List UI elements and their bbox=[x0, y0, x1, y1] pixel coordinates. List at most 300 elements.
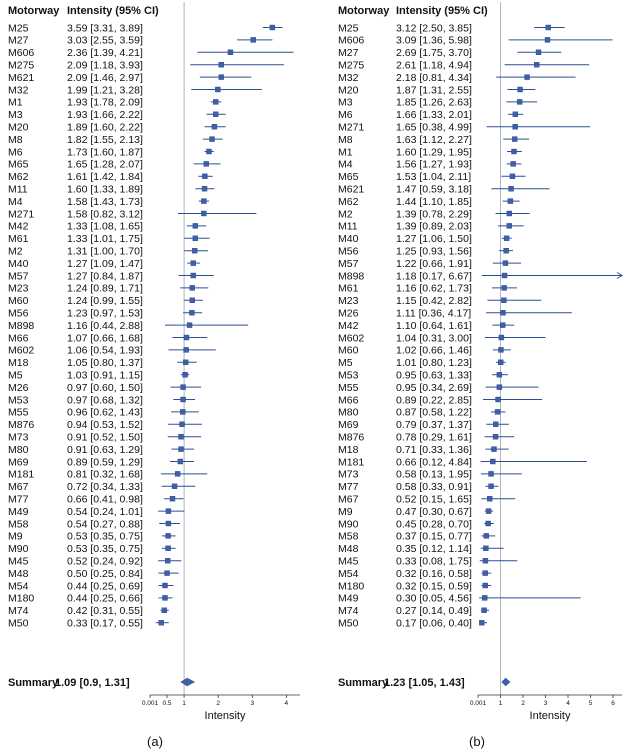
panel-a-row-name: M61 bbox=[8, 233, 29, 246]
panel-a-row-ci-label: 1.58 [1.43, 1.73] bbox=[67, 195, 143, 208]
panel-b-point-marker bbox=[495, 409, 500, 414]
panel-b-row-name: M66 bbox=[338, 394, 359, 407]
panel-b-row-name: M27 bbox=[338, 47, 359, 60]
panel-a-point-marker bbox=[213, 112, 218, 117]
panel-a-point-marker bbox=[165, 571, 170, 576]
panel-b-row-name: M3 bbox=[338, 96, 353, 109]
panel-b-row-name: M602 bbox=[338, 332, 365, 345]
panel-a-row-ci-label: 1.58 [0.82, 3.12] bbox=[67, 208, 143, 221]
panel-a-row-name: M26 bbox=[8, 381, 29, 394]
panel-b-point-marker bbox=[483, 558, 488, 563]
panel-a-row-ci-label: 0.53 [0.35, 0.75] bbox=[67, 530, 143, 543]
panel-b-row-name: M56 bbox=[338, 245, 359, 258]
panel-a-row-name: M48 bbox=[8, 567, 29, 580]
panel-a-row-name: M45 bbox=[8, 555, 29, 568]
panel-b-row-name: M55 bbox=[338, 381, 359, 394]
panel-a-point-marker bbox=[162, 608, 167, 613]
panel-a-point-marker bbox=[181, 385, 186, 390]
panel-b-row-name: M275 bbox=[338, 59, 365, 72]
panel-b-row-ci-label: 0.95 [0.34, 2.69] bbox=[396, 381, 472, 394]
panel-b-point-marker bbox=[483, 571, 488, 576]
panel-a-row-ci-label: 1.27 [0.84, 1.87] bbox=[67, 270, 143, 283]
panel-b-row-name: M32 bbox=[338, 71, 359, 84]
panel-a-x-tick-label: 0.001 bbox=[141, 700, 159, 707]
panel-b-point-marker bbox=[510, 174, 515, 179]
panel-a-point-marker bbox=[183, 360, 188, 365]
panel-b-row-name: M8 bbox=[338, 133, 353, 146]
panel-a-point-marker bbox=[170, 496, 175, 501]
panel-a-row-name: M62 bbox=[8, 171, 29, 184]
panel-b-row-ci-label: 1.10 [0.64, 1.61] bbox=[396, 319, 472, 332]
panel-a-row-ci-label: 2.36 [1.39, 4.21] bbox=[67, 47, 143, 60]
panel-a-row-ci-label: 1.27 [1.09, 1.47] bbox=[67, 257, 143, 270]
panel-b-row-ci-label: 0.78 [0.29, 1.61] bbox=[396, 431, 472, 444]
panel-a-row-name: M57 bbox=[8, 270, 29, 283]
panel-b-row-name: M6 bbox=[338, 109, 353, 122]
panel-b-row-name: M90 bbox=[338, 518, 359, 531]
panel-a-point-marker bbox=[190, 285, 195, 290]
panel-a-row-ci-label: 0.42 [0.31, 0.55] bbox=[67, 605, 143, 618]
panel-a-row-ci-label: 1.99 [1.21, 3.28] bbox=[67, 84, 143, 97]
panel-a-row-name: M74 bbox=[8, 605, 29, 618]
panel-a-row-name: M55 bbox=[8, 406, 29, 419]
panel-b-row-ci-label: 2.69 [1.75, 3.70] bbox=[396, 47, 472, 60]
panel-a-row-ci-label: 1.24 [0.89, 1.71] bbox=[67, 282, 143, 295]
panel-a-row-name: M606 bbox=[8, 47, 35, 60]
panel-b-row-ci-label: 0.35 [0.12, 1.14] bbox=[396, 543, 472, 556]
panel-b-row-name: M25 bbox=[338, 22, 359, 35]
panel-b-row-name: M58 bbox=[338, 530, 359, 543]
panel-b-point-marker bbox=[513, 112, 518, 117]
panel-b-row-ci-label: 1.53 [1.04, 2.11] bbox=[396, 171, 472, 184]
panel-b-point-marker bbox=[507, 211, 512, 216]
panel-a-point-marker bbox=[163, 595, 168, 600]
panel-a-row-name: M8 bbox=[8, 133, 23, 146]
panel-a-row-ci-label: 0.96 [0.62, 1.43] bbox=[67, 406, 143, 419]
panel-b-row-name: M23 bbox=[338, 295, 359, 308]
panel-b-point-marker bbox=[498, 347, 503, 352]
panel-b-row-name: M60 bbox=[338, 344, 359, 357]
panel-a-point-marker bbox=[219, 62, 224, 67]
panel-b-row-ci-label: 1.25 [0.93, 1.56] bbox=[396, 245, 472, 258]
panel-b-row-name: M53 bbox=[338, 369, 359, 382]
panel-a-row-name: M5 bbox=[8, 369, 23, 382]
panel-b-point-marker bbox=[493, 422, 498, 427]
panel-a-point-marker bbox=[251, 37, 256, 42]
panel-b-row-name: M621 bbox=[338, 183, 365, 196]
panel-b-row-ci-label: 0.37 [0.15, 0.77] bbox=[396, 530, 472, 543]
panel-b-row-name: M1 bbox=[338, 146, 353, 159]
panel-a-row-name: M6 bbox=[8, 146, 23, 159]
panel-b-row-ci-label: 0.71 [0.33, 1.36] bbox=[396, 443, 472, 456]
panel-b-point-marker bbox=[502, 285, 507, 290]
panel-a-row-ci-label: 0.52 [0.24, 0.92] bbox=[67, 555, 143, 568]
panel-a-row-name: M9 bbox=[8, 530, 23, 543]
panel-a-row-ci-label: 0.54 [0.24, 1.01] bbox=[67, 505, 143, 518]
panel-a-row-ci-label: 1.23 [0.97, 1.53] bbox=[67, 307, 143, 320]
panel-a-row-name: M42 bbox=[8, 220, 29, 233]
panel-b-row-ci-label: 1.39 [0.89, 2.03] bbox=[396, 220, 472, 233]
panel-b-point-marker bbox=[509, 186, 514, 191]
panel-b-summary-label: 1.23 [1.05, 1.43] bbox=[384, 677, 465, 689]
panel-b-row-name: M181 bbox=[338, 456, 365, 469]
panel-b-row-ci-label: 1.63 [1.12, 2.27] bbox=[396, 133, 472, 146]
panel-a-row-name: M4 bbox=[8, 195, 23, 208]
panel-b-header-motorway: Motorway bbox=[338, 5, 390, 17]
panel-b-point-marker bbox=[518, 87, 523, 92]
panel-a-row-name: M275 bbox=[8, 59, 35, 72]
panel-b-header-intensity: Intensity (95% CI) bbox=[396, 5, 488, 17]
panel-b-row-name: M18 bbox=[338, 443, 359, 456]
panel-a-row-ci-label: 1.93 [1.78, 2.09] bbox=[67, 96, 143, 109]
panel-b-point-marker bbox=[507, 223, 512, 228]
panel-b-row-name: M2 bbox=[338, 208, 353, 221]
panel-b-point-marker bbox=[508, 199, 513, 204]
panel-b-x-tick-label: 4 bbox=[566, 700, 570, 707]
panel-a-row-name: M23 bbox=[8, 282, 29, 295]
panel-b-point-marker bbox=[486, 509, 491, 514]
panel-b-row-ci-label: 0.58 [0.13, 1.95] bbox=[396, 468, 472, 481]
panel-a-row-name: M27 bbox=[8, 34, 29, 47]
panel-b-row-ci-label: 0.89 [0.22, 2.85] bbox=[396, 394, 472, 407]
panel-b-row-name: M9 bbox=[338, 505, 353, 518]
panel-a-row-name: M50 bbox=[8, 617, 29, 630]
panel-b-x-tick-label: 2 bbox=[521, 700, 525, 707]
panel-b-row-name: M69 bbox=[338, 419, 359, 432]
panel-a-row-ci-label: 0.94 [0.53, 1.52] bbox=[67, 419, 143, 432]
panel-a-point-marker bbox=[202, 174, 207, 179]
panel-a-x-axis-label: Intensity bbox=[204, 710, 246, 722]
panel-b-point-marker bbox=[482, 608, 487, 613]
panel-b-point-marker bbox=[489, 484, 494, 489]
panel-a-point-marker bbox=[159, 620, 164, 625]
panel-b-row-ci-label: 1.27 [1.06, 1.50] bbox=[396, 233, 472, 246]
panel-b-point-marker bbox=[504, 248, 509, 253]
panel-a-row-ci-label: 0.97 [0.68, 1.32] bbox=[67, 394, 143, 407]
panel-a-point-marker bbox=[213, 99, 218, 104]
panel-b-row-ci-label: 0.17 [0.06, 0.40] bbox=[396, 617, 472, 630]
panel-b-row-name: M48 bbox=[338, 543, 359, 556]
panel-b-row-ci-label: 0.30 [0.05, 4.56] bbox=[396, 592, 472, 605]
panel-b-row-ci-label: 1.39 [0.78, 2.29] bbox=[396, 208, 472, 221]
panel-a-point-marker bbox=[183, 372, 188, 377]
panel-b-row-ci-label: 1.47 [0.59, 3.18] bbox=[396, 183, 472, 196]
panel-b-point-marker bbox=[482, 595, 487, 600]
panel-a-row-name: M11 bbox=[8, 183, 28, 196]
panel-b-point-marker bbox=[491, 447, 496, 452]
panel-a-point-marker bbox=[179, 434, 184, 439]
panel-b-point-marker bbox=[511, 161, 516, 166]
panel-a-point-marker bbox=[228, 50, 233, 55]
panel-b-row-ci-label: 0.79 [0.37, 1.37] bbox=[396, 419, 472, 432]
panel-a-point-marker bbox=[189, 310, 194, 315]
panel-b-x-tick-label: 1 bbox=[498, 700, 503, 707]
panel-b-summary-diamond bbox=[502, 678, 511, 686]
panel-b-row-name: M80 bbox=[338, 406, 359, 419]
panel-a-point-marker bbox=[181, 397, 186, 402]
panel-a-point-marker bbox=[175, 471, 180, 476]
panel-b-row-name: M62 bbox=[338, 195, 359, 208]
panel-b-point-marker bbox=[486, 521, 491, 526]
panel-b-row-ci-label: 1.18 [0.17, 6.67] bbox=[396, 270, 472, 283]
panel-a-row-name: M69 bbox=[8, 456, 29, 469]
panel-b-row-ci-label: 1.15 [0.42, 2.82] bbox=[396, 295, 472, 308]
panel-b-point-marker bbox=[517, 99, 522, 104]
panel-a-row-ci-label: 0.44 [0.25, 0.69] bbox=[67, 580, 143, 593]
panel-b-row-ci-label: 3.12 [2.50, 3.85] bbox=[396, 22, 472, 35]
panel-a-point-marker bbox=[184, 335, 189, 340]
panel-b-point-marker bbox=[545, 37, 550, 42]
panel-b-row-ci-label: 1.56 [1.27, 1.93] bbox=[396, 158, 472, 171]
panel-a-row-name: M65 bbox=[8, 158, 29, 171]
panel-b-row-name: M876 bbox=[338, 431, 365, 444]
panel-a-row-ci-label: 1.60 [1.33, 1.89] bbox=[67, 183, 143, 196]
panel-a-point-marker bbox=[206, 149, 211, 154]
panel-b-row-name: M45 bbox=[338, 555, 359, 568]
panel-a-row-ci-label: 0.53 [0.35, 0.75] bbox=[67, 543, 143, 556]
panel-b-row-ci-label: 1.22 [0.66, 1.91] bbox=[396, 257, 472, 270]
panel-a-row-name: M40 bbox=[8, 257, 29, 270]
panel-b-point-marker bbox=[483, 546, 488, 551]
panel-b-row-ci-label: 0.27 [0.14, 0.49] bbox=[396, 605, 472, 618]
panel-a-row-ci-label: 1.61 [1.42, 1.84] bbox=[67, 171, 143, 184]
panel-b-point-marker bbox=[497, 372, 502, 377]
panel-b-row-name: M67 bbox=[338, 493, 359, 506]
panel-a-row-name: M25 bbox=[8, 22, 29, 35]
panel-a-point-marker bbox=[193, 236, 198, 241]
panel-a-row-name: M2 bbox=[8, 245, 23, 258]
panel-b-row-name: M61 bbox=[338, 282, 359, 295]
panel-a-row-ci-label: 1.33 [1.08, 1.65] bbox=[67, 220, 143, 233]
panel-b-row-ci-label: 1.66 [1.33, 2.01] bbox=[396, 109, 472, 122]
panel-b-summary-name: Summary bbox=[338, 677, 389, 689]
panel-a-point-marker bbox=[166, 533, 171, 538]
panel-a-row-name: M271 bbox=[8, 208, 35, 221]
panel-b-point-marker bbox=[512, 149, 517, 154]
panel-a-row-name: M621 bbox=[8, 71, 35, 84]
panel-a-point-marker bbox=[204, 161, 209, 166]
panel-b-point-marker bbox=[479, 620, 484, 625]
panel-a-row-ci-label: 1.16 [0.44, 2.88] bbox=[67, 319, 143, 332]
panel-b-point-marker bbox=[502, 273, 507, 278]
panel-b-row-name: M73 bbox=[338, 468, 359, 481]
panel-a-row-ci-label: 1.24 [0.99, 1.55] bbox=[67, 295, 143, 308]
panel-a-row-ci-label: 0.81 [0.32, 1.68] bbox=[67, 468, 143, 481]
panel-b-row-name: M40 bbox=[338, 233, 359, 246]
panel-b-row-name: M11 bbox=[338, 220, 358, 233]
panel-b-row-ci-label: 1.04 [0.31, 3.00] bbox=[396, 332, 472, 345]
panel-a-row-ci-label: 1.03 [0.91, 1.15] bbox=[67, 369, 143, 382]
panel-b-row-ci-label: 0.47 [0.30, 0.67] bbox=[396, 505, 472, 518]
panel-b-row-ci-label: 1.01 [0.80, 1.23] bbox=[396, 357, 472, 370]
panel-b-row-name: M42 bbox=[338, 319, 359, 332]
panel-a-row-ci-label: 1.89 [1.60, 2.22] bbox=[67, 121, 143, 134]
panel-b-row-name: M57 bbox=[338, 257, 359, 270]
panel-a-row-ci-label: 3.03 [2.55, 3.59] bbox=[67, 34, 143, 47]
panel-b-row-ci-label: 0.58 [0.33, 0.91] bbox=[396, 481, 472, 494]
panel-a-row-name: M602 bbox=[8, 344, 35, 357]
panel-b-point-marker bbox=[490, 459, 495, 464]
panel-a-row-ci-label: 1.93 [1.66, 2.22] bbox=[67, 109, 143, 122]
panel-a-point-marker bbox=[219, 75, 224, 80]
panel-b-row-name: M4 bbox=[338, 158, 353, 171]
panel-a-row-name: M898 bbox=[8, 319, 35, 332]
panel-b-row-ci-label: 0.32 [0.15, 0.59] bbox=[396, 580, 472, 593]
panel-b-point-marker bbox=[501, 298, 506, 303]
panel-a-row-name: M66 bbox=[8, 332, 29, 345]
panel-b-point-marker bbox=[512, 137, 517, 142]
panel-b-point-marker bbox=[498, 360, 503, 365]
panel-b-point-marker bbox=[497, 385, 502, 390]
panel-a-row-ci-label: 0.89 [0.59, 1.29] bbox=[67, 456, 143, 469]
panel-a-point-marker bbox=[179, 447, 184, 452]
panel-b-row-ci-label: 0.52 [0.15, 1.65] bbox=[396, 493, 472, 506]
panel-b-row-name: M26 bbox=[338, 307, 359, 320]
panel-a-point-marker bbox=[187, 323, 192, 328]
panel-a-point-marker bbox=[201, 199, 206, 204]
panel-b-row-ci-label: 1.11 [0.36, 4.17] bbox=[396, 307, 472, 320]
panel-b-point-marker bbox=[493, 434, 498, 439]
panel-a-row-ci-label: 0.91 [0.63, 1.29] bbox=[67, 443, 143, 456]
panel-b-row-ci-label: 1.02 [0.66, 1.46] bbox=[396, 344, 472, 357]
panel-a-row-ci-label: 0.66 [0.41, 0.98] bbox=[67, 493, 143, 506]
panel-b-row-name: M54 bbox=[338, 567, 359, 580]
panel-b-point-marker bbox=[546, 25, 551, 30]
panel-a-point-marker bbox=[191, 261, 196, 266]
panel-b-row-ci-label: 0.95 [0.63, 1.33] bbox=[396, 369, 472, 382]
panel-b-row-ci-label: 1.44 [1.10, 1.85] bbox=[396, 195, 472, 208]
panel-b-point-marker bbox=[484, 533, 489, 538]
panel-a-summary-label: 1.09 [0.9, 1.31] bbox=[55, 677, 130, 689]
panel-a-header-intensity: Intensity (95% CI) bbox=[67, 5, 159, 17]
panel-b-row-name: M271 bbox=[338, 121, 365, 134]
panel-a-row-name: M54 bbox=[8, 580, 29, 593]
panel-b-row-ci-label: 1.87 [1.31, 2.55] bbox=[396, 84, 472, 97]
panel-a-row-name: M73 bbox=[8, 431, 29, 444]
panel-a-row-name: M20 bbox=[8, 121, 29, 134]
panel-a-row-ci-label: 1.05 [0.80, 1.37] bbox=[67, 357, 143, 370]
panel-a-point-marker bbox=[190, 298, 195, 303]
panel-a-row-name: M67 bbox=[8, 481, 29, 494]
panel-b-row-name: M20 bbox=[338, 84, 359, 97]
panel-b-row-name: M898 bbox=[338, 270, 365, 283]
panel-b-point-marker bbox=[536, 50, 541, 55]
panel-a-row-name: M90 bbox=[8, 543, 29, 556]
panel-a-point-marker bbox=[166, 521, 171, 526]
panel-a-point-marker bbox=[215, 87, 220, 92]
panel-b-point-marker bbox=[513, 124, 518, 129]
panel-b-row-ci-label: 1.60 [1.29, 1.95] bbox=[396, 146, 472, 159]
panel-a-label: (a) bbox=[147, 734, 163, 749]
panel-a-x-tick-label: 2 bbox=[216, 700, 220, 707]
panel-a-row-name: M3 bbox=[8, 109, 23, 122]
panel-b-row-name: M74 bbox=[338, 605, 359, 618]
panel-a-row-name: M53 bbox=[8, 394, 29, 407]
panel-a-row-ci-label: 0.91 [0.52, 1.50] bbox=[67, 431, 143, 444]
panel-a-x-tick-label: 3 bbox=[250, 700, 255, 707]
panel-b-row-ci-label: 0.33 [0.08, 1.75] bbox=[396, 555, 472, 568]
panel-b-point-marker bbox=[489, 471, 494, 476]
panel-b-row-name: M77 bbox=[338, 481, 359, 494]
panel-a-row-name: M77 bbox=[8, 493, 29, 506]
panel-a-row-ci-label: 1.31 [1.00, 1.70] bbox=[67, 245, 143, 258]
panel-a-row-name: M181 bbox=[8, 468, 35, 481]
panel-b-row-ci-label: 1.85 [1.26, 2.63] bbox=[396, 96, 472, 109]
panel-a-point-marker bbox=[163, 583, 168, 588]
panel-b-row-name: M606 bbox=[338, 34, 365, 47]
panel-b-row-ci-label: 0.66 [0.12, 4.84] bbox=[396, 456, 472, 469]
panel-a-row-name: M58 bbox=[8, 518, 29, 531]
panel-b-x-tick-label: 3 bbox=[543, 700, 548, 707]
panel-a-point-marker bbox=[180, 422, 185, 427]
panel-a-header-motorway: Motorway bbox=[8, 5, 60, 17]
panel-a-row-ci-label: 1.65 [1.28, 2.07] bbox=[67, 158, 143, 171]
panel-a-point-marker bbox=[172, 484, 177, 489]
panel-a-row-name: M49 bbox=[8, 505, 29, 518]
panel-b-row-name: M65 bbox=[338, 171, 359, 184]
panel-b-x-tick-label: 0.001 bbox=[469, 700, 487, 707]
panel-b-row-ci-label: 0.45 [0.28, 0.70] bbox=[396, 518, 472, 531]
panel-a-point-marker bbox=[178, 459, 183, 464]
panel-b-row-ci-label: 2.18 [0.81, 4.34] bbox=[396, 71, 472, 84]
panel-a-point-marker bbox=[270, 25, 275, 30]
panel-a-row-ci-label: 0.50 [0.25, 0.84] bbox=[67, 567, 143, 580]
panel-a-row-name: M60 bbox=[8, 295, 29, 308]
panel-a-row-name: M80 bbox=[8, 443, 29, 456]
panel-a-summary-name: Summary bbox=[8, 677, 59, 689]
panel-b-row-ci-label: 2.61 [1.18, 4.94] bbox=[396, 59, 472, 72]
panel-a-row-ci-label: 1.82 [1.55, 2.13] bbox=[67, 133, 143, 146]
panel-b-point-marker bbox=[525, 75, 530, 80]
panel-a-point-marker bbox=[193, 223, 198, 228]
panel-a-row-name: M56 bbox=[8, 307, 29, 320]
panel-a-row-ci-label: 3.59 [3.31, 3.89] bbox=[67, 22, 143, 35]
panel-b-row-ci-label: 3.09 [1.36, 5.98] bbox=[396, 34, 472, 47]
panel-b-row-ci-label: 1.16 [0.62, 1.73] bbox=[396, 282, 472, 295]
panel-b-point-marker bbox=[487, 496, 492, 501]
panel-b-point-marker bbox=[496, 397, 501, 402]
panel-b-row-name: M5 bbox=[338, 357, 353, 370]
panel-a-point-marker bbox=[191, 273, 196, 278]
panel-a-point-marker bbox=[212, 124, 217, 129]
panel-a-row-name: M32 bbox=[8, 84, 29, 97]
panel-a-row-ci-label: 1.33 [1.01, 1.75] bbox=[67, 233, 143, 246]
panel-b-point-marker bbox=[500, 310, 505, 315]
panel-a-point-marker bbox=[192, 248, 197, 253]
panel-a-point-marker bbox=[166, 546, 171, 551]
panel-b-point-marker bbox=[499, 335, 504, 340]
panel-a-point-marker bbox=[184, 347, 189, 352]
panel-b-row-name: M50 bbox=[338, 617, 359, 630]
panel-a-row-ci-label: 0.72 [0.34, 1.33] bbox=[67, 481, 143, 494]
panel-a-point-marker bbox=[201, 211, 206, 216]
panel-b-x-tick-label: 5 bbox=[588, 700, 593, 707]
panel-a-point-marker bbox=[166, 509, 171, 514]
panel-a-row-ci-label: 1.06 [0.54, 1.93] bbox=[67, 344, 143, 357]
panel-a-row-ci-label: 1.07 [0.66, 1.68] bbox=[67, 332, 143, 345]
panel-b-row-ci-label: 1.65 [0.38, 4.99] bbox=[396, 121, 472, 134]
panel-b-row-name: M49 bbox=[338, 592, 359, 605]
panel-a-point-marker bbox=[210, 137, 215, 142]
panel-a-row-name: M18 bbox=[8, 357, 29, 370]
panel-b-point-marker bbox=[483, 583, 488, 588]
panel-a-x-tick-label: 0.5 bbox=[162, 700, 172, 707]
panel-a-row-ci-label: 0.44 [0.25, 0.66] bbox=[67, 592, 143, 605]
panel-a-row-name: M1 bbox=[8, 96, 23, 109]
panel-a-x-tick-label: 1 bbox=[182, 700, 186, 707]
panel-b-row-name: M180 bbox=[338, 580, 365, 593]
panel-a-point-marker bbox=[165, 558, 170, 563]
